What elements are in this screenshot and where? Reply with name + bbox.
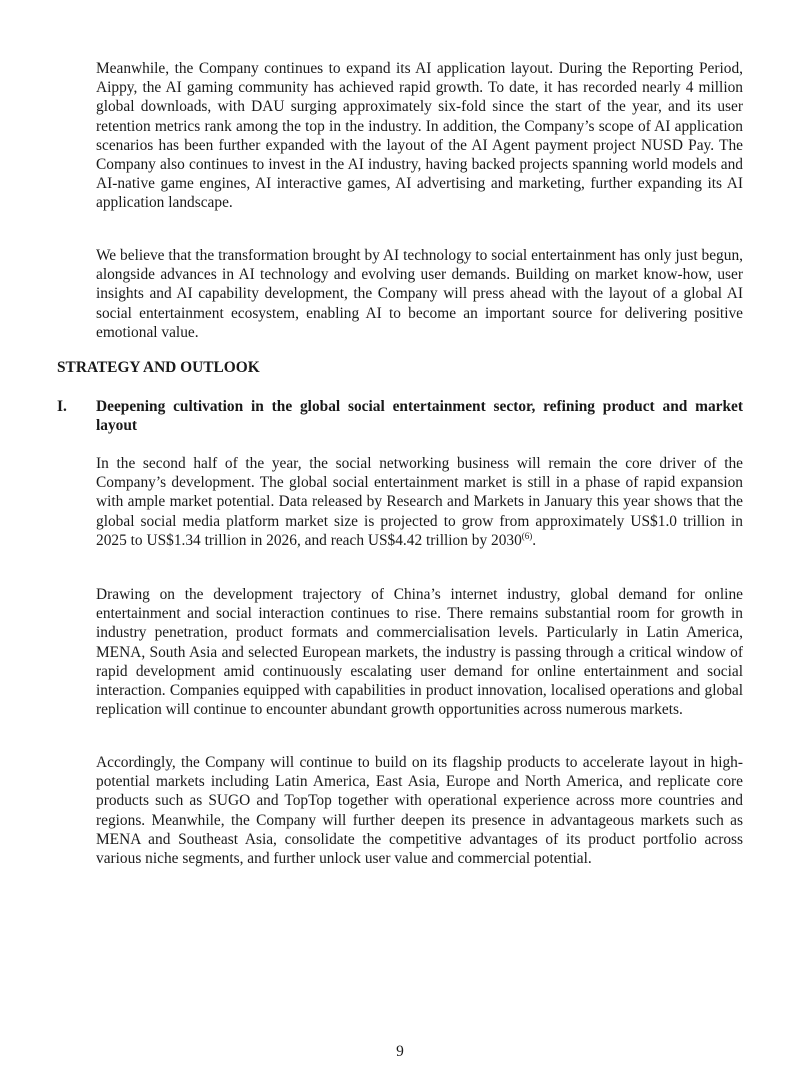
section-heading: STRATEGY AND OUTLOOK xyxy=(57,359,260,376)
paragraph-ai-transformation: We believe that the transformation brought by AI technology to social entertainment has only just begun, alongside advances in AI technology and evolving user demands. Building on market know-how, user insights and AI capability development, the Company will press ahead with the layout of a global AI social entertainment ecosystem, enabling AI to become an important source for delivering positive emotional value. xyxy=(96,247,743,341)
subsection-number: I. xyxy=(57,398,67,415)
paragraph-market-outlook-text: In the second half of the year, the social networking business will remain the core driver of the Company’s development. The global social entertainment market is still in a phase of rapid expansion with ample market potential. Data released by Research and Markets in January this year shows that the global social media platform market size is projected to grow from approximately US$1.0 trillion in 2025 to US$1.34 trillion in 2026, and reach US$4.42 trillion by 2030 xyxy=(96,455,743,549)
footnote-reference: (6) xyxy=(521,530,533,541)
paragraph-ai-application-layout: Meanwhile, the Company continues to expand its AI application layout. During the Reporting Period, Aippy, the AI gaming community has achieved rapid growth. To date, it has recorded nearly 4 million global downloads, with DAU surging approximately six-fold since the start of the year, and its user retention metrics rank among the top in the industry. In addition, the Company’s scope of AI application scenarios has been further expanded with the layout of the AI Agent payment project NUSD Pay. The Company also continues to invest in the AI industry, having backed projects spanning world models and AI-native game engines, AI interactive games, AI advertising and marketing, further expanding its AI application landscape. xyxy=(96,60,743,212)
subsection-title: Deepening cultivation in the global social entertainment sector, refining product and market layout xyxy=(96,398,743,435)
paragraph-market-outlook xyxy=(96,454,743,550)
page-number: 9 xyxy=(396,1043,404,1060)
paragraph-flagship-products: Accordingly, the Company will continue to build on its flagship products to accelerate layout in high-potential markets including Latin America, East Asia, Europe and North America, and replicate core products such as SUGO and TopTop together with operational experience across more countries and regions. Meanwhile, the Company will further deepen its presence in advantageous markets such as MENA and Southeast Asia, consolidate the competitive advantages of its product portfolio across various niche segments, and further unlock user value and commercial potential. xyxy=(96,754,743,868)
paragraph-market-outlook-end: . xyxy=(532,531,537,549)
paragraph-global-demand: Drawing on the development trajectory of China’s internet industry, global demand for online entertainment and social interaction continues to rise. There remains substantial room for growth in industry penetration, product formats and commercialisation levels. Particularly in Latin America, MENA, South Asia and selected European markets, the industry is passing through a critical window of rapid development amid continuously escalating user demand for online entertainment and social interaction. Companies equipped with capabilities in product innovation, localised operations and global replication will continue to encounter abundant growth opportunities across numerous markets. xyxy=(96,586,743,719)
